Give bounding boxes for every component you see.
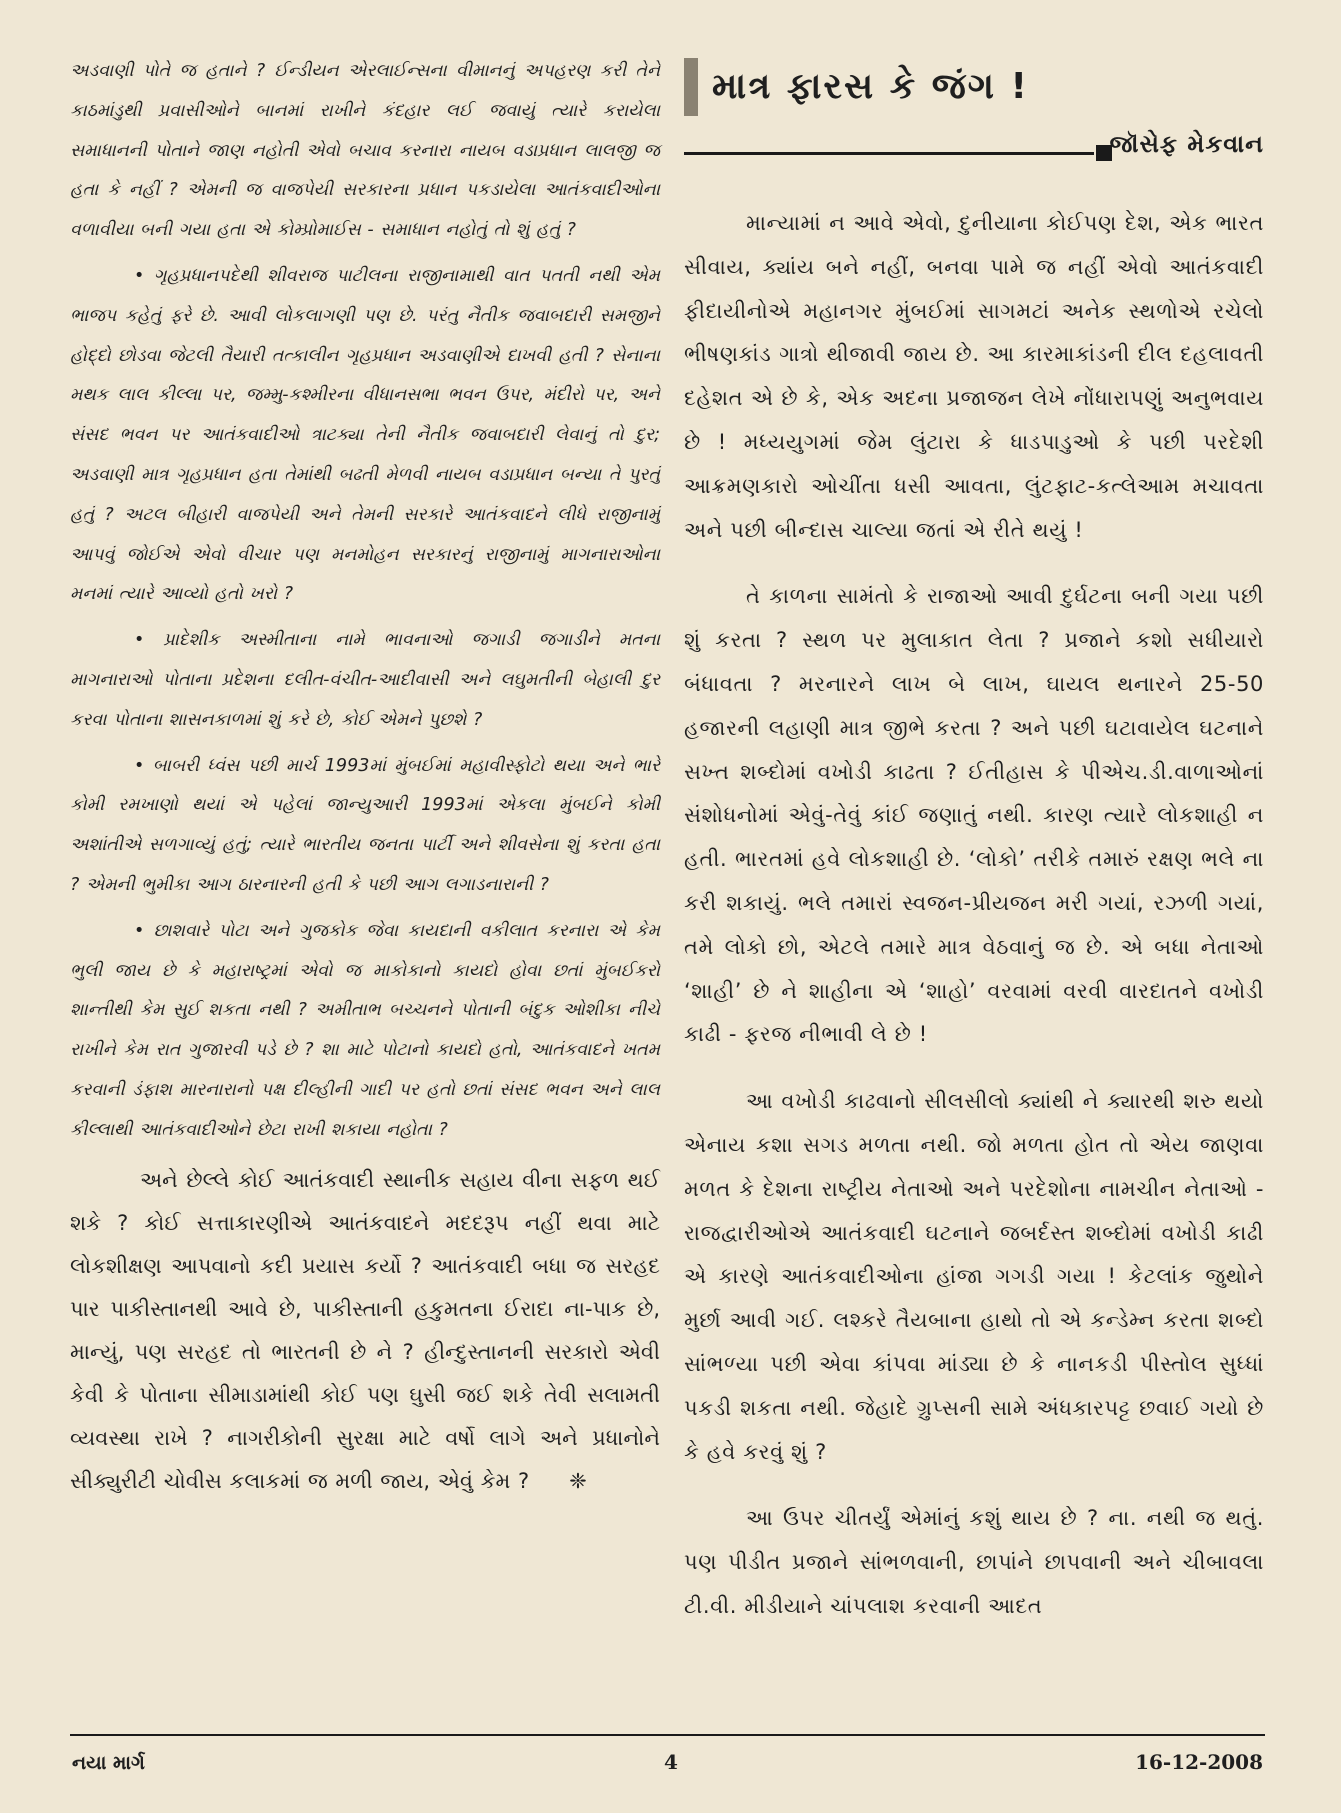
article-paragraph-1: માન્યામાં ન આવે એવો, દુનીયાના કોઈપણ દેશ, એક ભારત સીવાય, ક્યાંય બને નહીં, બનવા પામે જ નહીં એવો આતંકવાદી ફીદાયીનોએ મહાનગર મુંબઈમાં સાગમટાં અનેક સ્થળોએ રચેલો ભીષણકાંડ ગાત્રો થીજાવી જાય છે. આ કારમાકાંડની દીલ દહલાવતી દહેશત એ છે કે, એક અદના પ્રજાજન લેખે નોંધારાપણું અનુભવાય છે ! મધ્યયુગમાં જેમ લુંટારા કે ધાડપાડુઓ કે પછી પરદેશી આક્રમણકારો ઓચીંતા ધસી આવતા, લુંટફાટ-કત્લેઆમ મચાવતા અને પછી બીન્દાસ ચાલ્યા જતાં એ રીતે થયું !	[684, 211, 1264, 542]
article-paragraph-4: આ ઉપર ચીતર્યું એમાંનું કશું થાય છે ? ના. નથી જ થતું. પણ પીડીત પ્રજાને સાંભળવાની, છાપાંને છાપવાની અને ચીબાવલા ટી.વી. મીડીયાને ચાંપલાશ કરવાની આદત	[684, 1506, 1264, 1618]
article-body	[684, 202, 1264, 1629]
paragraph-bullet-1: • ગૃહપ્રધાનપદેથી શીવરાજ પાટીલના રાજીનામાથી વાત પતતી નથી એમ ભાજપ કહેતું ફરે છે. આવી લોકલાગણી પણ છે. પરંતુ નૈતીક જવાબદારી સમજીને હોદ્દો છોડવા જેટલી તૈયારી તત્કાલીન ગૃહપ્રધાન અડવાણીએ દાખવી હતી ? સેનાના મથક લાલ કીલ્લા પર, જમ્મુ-કશ્મીરના વીધાનસભા ભવન ઉપર, મંદીરો પર, અને સંસદ ભવન પર આતંકવાદીઓ ત્રાટક્યા તેની નૈતીક જવાબદારી લેવાનું તો દુર; અડવાણી માત્ર ગૃહપ્રધાન હતા તેમાંથી બઢતી મેળવી નાયબ વડાપ્રધાન બન્યા તે પુરતું હતું ? અટલ બીહારી વાજપેયી અને તેમની સરકારે આતંકવાદને લીધે રાજીનામું આપવું જોઈએ એવો વીચાર પણ મનમોહન સરકારનું રાજીનામું માગનારાઓના મનમાં ત્યારે આવ્યો હતો ખરો ?	[70, 265, 660, 605]
paragraph-bullet-3: • બાબરી ધ્વંસ પછી માર્ચ 1993માં મુંબઈમાં મહાવીસ્ફોટો થયા અને ભારે કોમી રમખાણો થયાં એ પહેલાં જાન્યુઆરી 1993માં એકલા મુંબઈને કોમી અશાંતીએ સળગાવ્યું હતું; ત્યારે ભારતીય જનતા પાર્ટી અને શીવસેના શું કરતા હતા ? એમની ભુમીકા આગ ઠારનારની હતી કે પછી આગ લગાડનારાની ?	[70, 755, 660, 895]
right-column	[684, 58, 1264, 1629]
closing-text: અને છેલ્લે કોઈ આતંકવાદી સ્થાનીક સહાય વીના સફળ થઈ શકે ? કોઈ સત્તાકારણીએ આતંકવાદને મદદરૂપ નહીં થવા માટે લોકશીક્ષણ આપવાનો કદી પ્રયાસ કર્યો ? આતંકવાદી બધા જ સરહદ પાર પાકીસ્તાનથી આવે છે, પાકીસ્તાની હકુમતના ઈરાદા ના-પાક છે, માન્યું, પણ સરહદ તો ભારતની છે ને ? હીન્દુસ્તાનની સરકારો એવી કેવી કે પોતાના સીમાડામાંથી કોઈ પણ ઘુસી જઈ શકે તેવી સલામતી વ્યવસ્થા રાખે ? નાગરીકોની સુરક્ષા માટે વર્ષો લાગે અને પ્રધાનોને સીક્યુરીટી ચોવીસ કલાકમાં જ મળી જાય, એવું કેમ ?	[70, 1167, 660, 1493]
end-mark-icon: ❈	[569, 1468, 587, 1493]
paragraph-intro: અડવાણી પોતે જ હતાને ? ઈન્ડીયન એરલાઈન્સના વીમાનનું અપહરણ કરી તેને કાઠમાંડુથી પ્રવાસીઓને બાનમાં રાખીને કંદહાર લઈ જવાયું ત્યારે કરાયેલા સમાધાનની પોતાને જાણ નહોતી એવો બચાવ કરનારા નાયબ વડાપ્રધાન લાલજી જ હતા કે નહીં ? એમની જ વાજપેયી સરકારના પ્રધાન પકડાયેલા આતંકવાદીઓના વળાવીયા બની ગયા હતા એ કોમ્પ્રોમાઈસ - સમાધાન નહોતું તો શું હતું ?	[70, 61, 660, 241]
byline	[684, 124, 1264, 174]
magazine-name: નયા માર્ગ	[72, 1752, 145, 1774]
article-title-box	[684, 58, 1264, 116]
paragraph-bullet-4: • છાશવારે પોટા અને ગુજકોક જેવા કાયદાની વકીલાત કરનારા એ કેમ ભુલી જાય છે કે મહારાષ્ટ્રમાં એવો જ માકોકાનો કાયદો હોવા છતાં મુંબઈકરો શાન્તીથી કેમ સુઈ શકતા નથી ? અમીતાભ બચ્ચનને પોતાની બંદુક ઓશીકા નીચે રાખીને કેમ રાત ગુજારવી પડે છે ? શા માટે પોટાનો કાયદો હતો, આતંકવાદને ખતમ કરવાની ડંફાશ મારનારાનો પક્ષ દીલ્હીની ગાદી પર હતો છતાં સંસદ ભવન અને લાલ કીલ્લાથી આતંકવાદીઓને છેટા રાખી શકાયા નહોતા ?	[70, 920, 660, 1140]
paragraph-closing	[70, 1159, 660, 1503]
page-number: 4	[664, 1750, 678, 1774]
article-paragraph-2: તે કાળના સામંતો કે રાજાઓ આવી દુર્ઘટના બની ગયા પછી શું કરતા ? સ્થળ પર મુલાકાત લેતા ? પ્રજાને કશો સધીયારો બંધાવતા ? મરનારને લાખ બે લાખ, ઘાયલ થનારને 25-50 હજારની લહાણી માત્ર જીભે કરતા ? અને પછી ઘટાવાયેલ ઘટનાને સખ્ત શબ્દોમાં વખોડી કાઢતા ? ઈતીહાસ કે પીએચ.ડી.વાળાઓનાં સંશોધનોમાં એવું-તેવું કાંઈ જણાતું નથી. કારણ ત્યારે લોકશાહી ન હતી. ભારતમાં હવે લોકશાહી છે. ‘લોકો’ તરીકે તમારું રક્ષણ ભલે ના કરી શકાયું. ભલે તમારાં સ્વજન-પ્રીયજન મરી ગયાં, રઝળી ગયાં, તમે લોકો છો, એટલે તમારે માત્ર વેઠવાનું જ છે. એ બધા નેતાઓ ‘શાહી’ છે ને શાહીના એ ‘શાહો’ વરવામાં વરવી વારદાતને વખોડી કાઢી - ફરજ નીભાવી લે છે !	[684, 584, 1264, 1047]
footer-rule	[70, 1734, 1265, 1736]
issue-date: 16-12-2008	[1135, 1750, 1263, 1774]
left-column	[70, 52, 660, 1503]
article-title: માત્ર ફારસ કે જંગ !	[712, 66, 1029, 107]
paragraph-bullet-2: • પ્રાદેશીક અસ્મીતાના નામે ભાવનાઓ જગાડી જગાડીને મતના માગનારાઓ પોતાના પ્રદેશના દલીત-વંચીત-આદીવાસી અને લઘુમતીની બેહાલી દુર કરવા પોતાના શાસનકાળમાં શું કરે છે, કોઈ એમને પુછશે ?	[70, 630, 660, 730]
byline-rule	[684, 152, 1094, 155]
article-paragraph-3: આ વખોડી કાઢવાનો સીલસીલો ક્યાંથી ને ક્યારથી શરુ થયો એનાય કશા સગડ મળતા નથી. જો મળતા હોત તો એય જાણવા મળત કે દેશના રાષ્ટ્રીય નેતાઓ અને પરદેશોના નામચીન નેતાઓ - રાજદ્વારીઓએ આતંકવાદી ઘટનાને જબર્દસ્ત શબ્દોમાં વખોડી કાઢી એ કારણે આતંકવાદીઓના હાંજા ગગડી ગયા ! કેટલાંક જુથોને મુર્છા આવી ગઈ. લશ્કરે તૈયબાના હાથો તો એ કન્ડેમ્ન કરતા શબ્દો સાંભળ્યા પછી એવા કાંપવા માંડ્યા છે કે નાનકડી પીસ્તોલ સુધ્ધાં પકડી શકતા નથી. જેહાદે ગ્રુપ્સની સામે અંધકારપટ્ટ છવાઈ ગયો છે કે હવે કરવું શું ?	[684, 1089, 1264, 1464]
author-name: જૉસેફ મેકવાન	[1109, 130, 1264, 158]
